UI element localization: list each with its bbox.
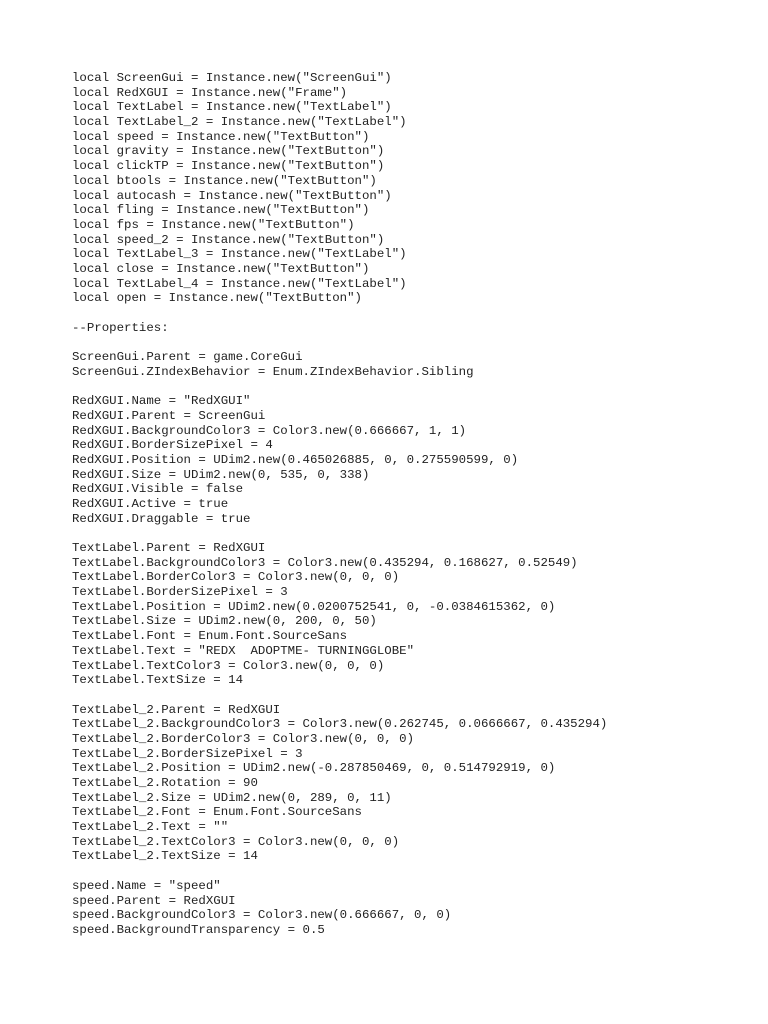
- code-line: speed.Name = "speed": [72, 878, 221, 893]
- code-line: local close = Instance.new("TextButton"): [72, 261, 370, 276]
- code-block: [72, 71, 752, 306]
- code-line: TextLabel.BackgroundColor3 = Color3.new(0.435294, 0.168627, 0.52549): [72, 555, 578, 570]
- code-line: local speed_2 = Instance.new("TextButton"): [72, 232, 385, 247]
- code-line: local RedXGUI = Instance.new("Frame"): [72, 85, 348, 100]
- code-line: local ScreenGui = Instance.new("ScreenGui"): [72, 71, 392, 85]
- code-line: RedXGUI.Size = UDim2.new(0, 535, 0, 338): [72, 467, 370, 482]
- code-line: ScreenGui.ZIndexBehavior = Enum.ZIndexBehavior.Sibling: [72, 364, 474, 379]
- code-line: local fling = Instance.new("TextButton"): [72, 203, 370, 218]
- code-line: --Properties:: [72, 320, 169, 335]
- code-block: [72, 541, 752, 688]
- code-line: local TextLabel_2 = Instance.new("TextLabel"): [72, 115, 407, 130]
- code-line: TextLabel_2.Size = UDim2.new(0, 289, 0, 11): [72, 790, 392, 805]
- code-line: local fps = Instance.new("TextButton"): [72, 217, 355, 232]
- code-line: TextLabel.Font = Enum.Font.SourceSans: [72, 629, 348, 644]
- code-line: ScreenGui.Parent = game.CoreGui: [72, 350, 303, 365]
- code-line: TextLabel.TextSize = 14: [72, 673, 244, 688]
- code-line: RedXGUI.Position = UDim2.new(0.465026885, 0, 0.275590599, 0): [72, 452, 519, 467]
- code-line: TextLabel_2.TextSize = 14: [72, 849, 258, 864]
- code-line: RedXGUI.Parent = ScreenGui: [72, 408, 266, 423]
- code-document: [72, 71, 752, 952]
- code-line: local TextLabel_4 = Instance.new("TextLabel"): [72, 276, 407, 291]
- code-line: TextLabel_2.Rotation = 90: [72, 776, 258, 790]
- code-block: [72, 321, 752, 336]
- code-line: TextLabel.BorderColor3 = Color3.new(0, 0, 0): [72, 570, 400, 585]
- code-block: [72, 394, 752, 526]
- code-line: TextLabel.Size = UDim2.new(0, 200, 0, 50): [72, 614, 377, 629]
- code-line: TextLabel.Position = UDim2.new(0.0200752541, 0, -0.0384615362, 0): [72, 599, 556, 614]
- code-line: speed.Parent = RedXGUI: [72, 893, 236, 908]
- code-line: local gravity = Instance.new("TextButton"): [72, 144, 385, 159]
- code-block: [72, 879, 752, 938]
- code-block: [72, 703, 752, 865]
- code-line: speed.BackgroundTransparency = 0.5: [72, 922, 325, 937]
- code-line: local autocash = Instance.new("TextButton"): [72, 188, 392, 203]
- code-line: speed.BackgroundColor3 = Color3.new(0.666667, 0, 0): [72, 908, 452, 923]
- code-line: local TextLabel_3 = Instance.new("TextLabel"): [72, 247, 407, 262]
- code-line: RedXGUI.BackgroundColor3 = Color3.new(0.666667, 1, 1): [72, 423, 467, 438]
- code-line: RedXGUI.BorderSizePixel = 4: [72, 438, 273, 453]
- code-block: [72, 350, 752, 379]
- code-line: TextLabel_2.Position = UDim2.new(-0.287850469, 0, 0.514792919, 0): [72, 761, 556, 776]
- code-line: TextLabel_2.BorderSizePixel = 3: [72, 746, 303, 761]
- code-line: TextLabel_2.BorderColor3 = Color3.new(0, 0, 0): [72, 731, 415, 746]
- code-line: TextLabel.BorderSizePixel = 3: [72, 585, 288, 600]
- code-line: TextLabel_2.Font = Enum.Font.SourceSans: [72, 805, 362, 820]
- code-line: local btools = Instance.new("TextButton"): [72, 173, 377, 188]
- code-line: local speed = Instance.new("TextButton"): [72, 129, 370, 144]
- code-line: RedXGUI.Draggable = true: [72, 511, 251, 526]
- code-line: RedXGUI.Visible = false: [72, 482, 244, 497]
- code-line: TextLabel_2.TextColor3 = Color3.new(0, 0, 0): [72, 834, 400, 849]
- code-line: TextLabel_2.BackgroundColor3 = Color3.new(0.262745, 0.0666667, 0.435294): [72, 717, 608, 732]
- code-line: local open = Instance.new("TextButton"): [72, 291, 362, 306]
- code-line: RedXGUI.Name = "RedXGUI": [72, 394, 251, 409]
- code-line: RedXGUI.Active = true: [72, 496, 229, 511]
- code-line: TextLabel_2.Parent = RedXGUI: [72, 702, 281, 717]
- code-line: TextLabel.Text = "REDX ADOPTME- TURNINGGLOBE": [72, 643, 415, 658]
- code-line: TextLabel.TextColor3 = Color3.new(0, 0, 0): [72, 658, 385, 673]
- code-line: TextLabel.Parent = RedXGUI: [72, 541, 266, 555]
- code-line: local TextLabel = Instance.new("TextLabel"): [72, 100, 392, 115]
- code-line: local clickTP = Instance.new("TextButton"): [72, 159, 385, 174]
- code-line: TextLabel_2.Text = "": [72, 820, 229, 835]
